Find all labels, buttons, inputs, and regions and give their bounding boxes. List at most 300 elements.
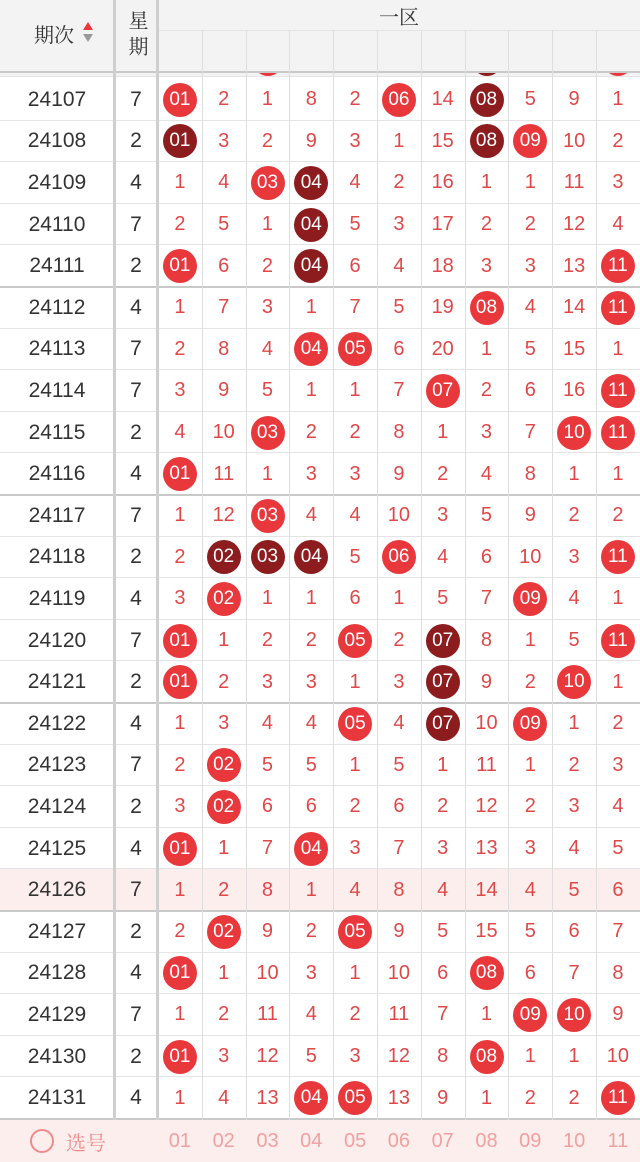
miss-count: 5 xyxy=(305,753,317,776)
weekday-value: 2 xyxy=(130,794,142,818)
miss-count: 14 xyxy=(562,296,586,319)
row-divider xyxy=(0,452,640,453)
miss-count: 15 xyxy=(431,129,454,152)
miss-count: 2 xyxy=(261,254,274,277)
miss-count: 2 xyxy=(218,670,230,693)
weekday-value: 2 xyxy=(130,545,142,569)
miss-count: 10 xyxy=(562,129,586,152)
miss-count: 1 xyxy=(480,1003,493,1026)
miss-count: 3 xyxy=(174,379,186,402)
hit-ball: 11 xyxy=(601,416,635,450)
miss-count: 1 xyxy=(174,296,186,319)
miss-count: 1 xyxy=(437,421,449,444)
miss-count: 6 xyxy=(349,254,361,277)
miss-count: 2 xyxy=(568,504,580,527)
miss-count: 2 xyxy=(393,171,405,194)
hit-ball: 03 xyxy=(251,166,285,200)
period-number: 24109 xyxy=(27,170,87,194)
miss-count: 11 xyxy=(563,171,585,194)
miss-count: 20 xyxy=(431,337,454,360)
miss-count: 7 xyxy=(524,421,536,444)
hit-ball: 04 xyxy=(294,832,328,866)
row-divider xyxy=(0,744,640,745)
miss-count: 5 xyxy=(437,587,449,610)
miss-count: 1 xyxy=(305,587,317,610)
miss-count: 2 xyxy=(393,629,405,652)
miss-count: 1 xyxy=(524,171,536,194)
miss-count: 2 xyxy=(612,712,624,735)
miss-count: 3 xyxy=(524,254,536,277)
miss-count: 3 xyxy=(612,753,624,776)
miss-count: 2 xyxy=(437,795,449,818)
miss-count: 7 xyxy=(218,296,230,319)
repeat-hit-ball: 04 xyxy=(294,249,328,283)
period-column-divider xyxy=(113,0,116,1120)
period-number: 24116 xyxy=(28,462,86,486)
miss-count: 2 xyxy=(612,504,624,527)
weekday-value: 2 xyxy=(130,420,142,444)
repeat-hit-ball: 02 xyxy=(207,540,241,574)
row-divider xyxy=(0,161,640,162)
group-divider xyxy=(0,494,640,496)
miss-count: 9 xyxy=(524,504,536,527)
miss-count: 11 xyxy=(257,1003,278,1026)
hit-ball: 02 xyxy=(207,790,241,824)
row-divider xyxy=(0,619,640,620)
miss-count: 1 xyxy=(393,129,405,152)
period-number: 24129 xyxy=(27,1002,87,1026)
miss-count: 2 xyxy=(261,129,274,152)
miss-count: 9 xyxy=(305,129,317,152)
hit-ball: 01 xyxy=(163,249,197,283)
select-number-07[interactable]: 07 xyxy=(431,1129,454,1152)
miss-count: 1 xyxy=(568,462,580,485)
miss-count: 1 xyxy=(480,171,493,194)
select-number-06[interactable]: 06 xyxy=(387,1129,411,1152)
miss-count: 19 xyxy=(431,296,454,319)
miss-count: 5 xyxy=(524,337,536,360)
hit-ball: 11 xyxy=(601,540,635,574)
miss-count: 11 xyxy=(213,462,235,485)
miss-count: 14 xyxy=(431,88,454,111)
weekday-value: 4 xyxy=(130,586,142,610)
weekday-value: 2 xyxy=(130,919,142,943)
hit-ball: 04 xyxy=(294,1081,328,1115)
hit-ball: 10 xyxy=(557,665,591,699)
weekday-value: 4 xyxy=(130,462,142,486)
miss-count: 1 xyxy=(393,587,405,610)
weekday-value: 7 xyxy=(130,87,142,111)
row-divider xyxy=(0,120,640,121)
select-number-01[interactable]: 01 xyxy=(168,1129,192,1152)
period-number: 24121 xyxy=(27,670,87,694)
period-number: 24119 xyxy=(28,586,86,610)
miss-count: 1 xyxy=(612,337,624,360)
radio-circle-icon xyxy=(30,1129,54,1153)
row-divider xyxy=(0,952,640,953)
miss-count: 9 xyxy=(393,462,405,485)
repeat-hit-ball: 07 xyxy=(426,707,460,741)
hit-ball: 10 xyxy=(557,416,591,450)
repeat-hit-ball: 03 xyxy=(251,540,285,574)
group-divider xyxy=(0,71,640,73)
column-divider xyxy=(202,30,203,1120)
zone-divider xyxy=(158,30,640,31)
miss-count: 16 xyxy=(431,171,454,194)
weekday-value: 7 xyxy=(130,1002,142,1026)
miss-count: 14 xyxy=(475,878,498,901)
miss-count: 2 xyxy=(568,753,580,776)
miss-count: 5 xyxy=(524,88,536,111)
period-number: 24118 xyxy=(28,545,86,569)
group-divider xyxy=(0,702,640,704)
select-number-05[interactable]: 05 xyxy=(343,1129,367,1152)
miss-count: 1 xyxy=(174,1086,186,1109)
miss-count: 4 xyxy=(480,462,493,485)
miss-count: 2 xyxy=(524,213,536,236)
miss-count: 9 xyxy=(437,1086,449,1109)
miss-count: 4 xyxy=(568,587,580,610)
miss-count: 5 xyxy=(568,629,580,652)
weekday-value: 4 xyxy=(130,295,142,319)
row-divider xyxy=(0,827,640,828)
miss-count: 10 xyxy=(256,961,279,984)
miss-count: 15 xyxy=(475,920,498,943)
miss-count: 4 xyxy=(218,171,230,194)
weekday-value: 4 xyxy=(130,1086,142,1110)
miss-count: 6 xyxy=(305,795,317,818)
miss-count: 2 xyxy=(480,379,493,402)
miss-count: 15 xyxy=(562,337,586,360)
period-number: 24111 xyxy=(29,254,85,278)
miss-count: 13 xyxy=(562,254,586,277)
weekday-value: 4 xyxy=(130,711,142,735)
hit-ball: 01 xyxy=(163,665,197,699)
miss-count: 4 xyxy=(612,795,624,818)
period-number: 24131 xyxy=(27,1086,87,1110)
hit-ball: 05 xyxy=(338,915,372,949)
miss-count: 2 xyxy=(305,920,317,943)
miss-count: 5 xyxy=(524,920,536,943)
hit-ball: 05 xyxy=(338,332,372,366)
hit-ball: 08 xyxy=(470,1040,504,1074)
miss-count: 10 xyxy=(387,504,411,527)
miss-count: 4 xyxy=(261,337,274,360)
period-number: 24126 xyxy=(27,878,87,902)
miss-count: 8 xyxy=(480,629,493,652)
miss-count: 5 xyxy=(349,545,361,568)
miss-count: 1 xyxy=(349,961,361,984)
miss-count: 1 xyxy=(305,296,317,319)
weekday-header xyxy=(114,0,158,72)
period-number: 24110 xyxy=(28,212,86,236)
miss-count: 5 xyxy=(261,379,274,402)
miss-count: 3 xyxy=(349,129,361,152)
miss-count: 8 xyxy=(437,1045,449,1068)
select-number-08[interactable]: 08 xyxy=(475,1129,498,1152)
miss-count: 5 xyxy=(218,213,230,236)
hit-ball: 11 xyxy=(601,291,635,325)
weekday-value: 7 xyxy=(130,628,142,652)
miss-count: 17 xyxy=(431,213,454,236)
hit-ball: 04 xyxy=(294,332,328,366)
miss-count: 6 xyxy=(524,379,536,402)
row-divider xyxy=(0,369,640,370)
miss-count: 13 xyxy=(256,1086,279,1109)
miss-count: 7 xyxy=(568,961,580,984)
miss-count: 1 xyxy=(524,629,536,652)
hit-ball: 01 xyxy=(163,1040,197,1074)
miss-count: 4 xyxy=(305,504,317,527)
miss-count: 3 xyxy=(480,421,493,444)
sort-icon xyxy=(82,21,94,43)
hit-ball: 03 xyxy=(251,416,285,450)
select-number-09[interactable]: 09 xyxy=(519,1129,542,1152)
period-number: 24113 xyxy=(28,337,86,361)
miss-count: 3 xyxy=(349,462,361,485)
row-divider xyxy=(0,868,640,869)
hit-ball: 01 xyxy=(163,832,197,866)
miss-count: 5 xyxy=(612,837,624,860)
miss-count: 2 xyxy=(305,421,317,444)
miss-count: 2 xyxy=(480,213,493,236)
hit-ball: 02 xyxy=(207,915,241,949)
miss-count: 3 xyxy=(568,795,580,818)
hit-ball: 11 xyxy=(601,374,635,408)
miss-count: 5 xyxy=(393,296,405,319)
hit-ball: 01 xyxy=(163,457,197,491)
column-divider xyxy=(421,30,422,1120)
repeat-hit-ball: 04 xyxy=(294,208,328,242)
miss-count: 3 xyxy=(174,795,186,818)
miss-count: 1 xyxy=(305,878,317,901)
miss-count: 1 xyxy=(612,587,624,610)
repeat-hit-ball: 04 xyxy=(294,166,328,200)
miss-count: 2 xyxy=(437,462,449,485)
row-divider xyxy=(0,1035,640,1036)
miss-count: 4 xyxy=(568,837,580,860)
miss-count: 3 xyxy=(437,504,449,527)
miss-count: 3 xyxy=(218,129,230,152)
miss-count: 2 xyxy=(261,629,274,652)
miss-count: 2 xyxy=(174,753,186,776)
miss-count: 1 xyxy=(261,213,274,236)
sort-by-period-button[interactable] xyxy=(0,0,114,66)
column-divider xyxy=(289,30,290,1120)
miss-count: 12 xyxy=(212,504,235,527)
miss-count: 1 xyxy=(612,462,624,485)
miss-count: 1 xyxy=(218,837,230,860)
miss-count: 4 xyxy=(437,545,449,568)
miss-count: 1 xyxy=(524,1045,536,1068)
hit-ball: 02 xyxy=(207,582,241,616)
hit-ball: 06 xyxy=(382,540,416,574)
miss-count: 4 xyxy=(261,712,274,735)
column-divider xyxy=(508,30,509,1120)
miss-count: 5 xyxy=(261,753,274,776)
miss-count: 7 xyxy=(261,837,274,860)
miss-count: 1 xyxy=(568,712,580,735)
miss-count: 1 xyxy=(174,878,186,901)
miss-count: 3 xyxy=(524,837,536,860)
miss-count: 6 xyxy=(393,795,405,818)
select-number-10[interactable]: 10 xyxy=(562,1129,586,1152)
hit-ball: 05 xyxy=(338,707,372,741)
miss-count: 2 xyxy=(349,88,361,111)
miss-count: 13 xyxy=(475,837,498,860)
group-divider xyxy=(0,286,640,288)
miss-count: 4 xyxy=(349,504,361,527)
miss-count: 3 xyxy=(261,670,274,693)
row-divider xyxy=(0,1076,640,1077)
hit-ball: 10 xyxy=(557,998,591,1032)
period-number: 24125 xyxy=(27,836,87,860)
miss-count: 2 xyxy=(524,670,536,693)
miss-count: 7 xyxy=(393,379,405,402)
weekday-value: 7 xyxy=(130,878,142,902)
period-header-label: 期次 xyxy=(34,24,74,47)
hit-ball: 09 xyxy=(513,124,547,158)
weekday-value: 7 xyxy=(130,503,142,527)
miss-count: 2 xyxy=(524,795,536,818)
miss-count: 2 xyxy=(218,88,230,111)
repeat-hit-ball: 08 xyxy=(470,124,504,158)
miss-count: 8 xyxy=(218,337,230,360)
repeat-hit-ball: 07 xyxy=(426,624,460,658)
miss-count: 7 xyxy=(393,837,405,860)
repeat-hit-ball: 01 xyxy=(163,124,197,158)
hit-ball: 11 xyxy=(601,624,635,658)
miss-count: 9 xyxy=(568,88,580,111)
miss-count: 10 xyxy=(519,545,542,568)
repeat-hit-ball: 07 xyxy=(426,665,460,699)
miss-count: 2 xyxy=(218,1003,230,1026)
miss-count: 3 xyxy=(393,213,405,236)
weekday-value: 2 xyxy=(130,670,142,694)
select-number-11[interactable]: 11 xyxy=(607,1129,629,1152)
period-number: 24127 xyxy=(27,919,87,943)
miss-count: 8 xyxy=(305,88,317,111)
row-divider xyxy=(0,203,640,204)
hit-ball: 08 xyxy=(470,291,504,325)
period-number: 24130 xyxy=(27,1044,87,1068)
row-divider xyxy=(0,411,640,412)
miss-count: 2 xyxy=(349,795,361,818)
miss-count: 9 xyxy=(218,379,230,402)
hit-ball: 01 xyxy=(163,624,197,658)
miss-count: 4 xyxy=(524,296,536,319)
miss-count: 1 xyxy=(568,1045,580,1068)
miss-count: 5 xyxy=(393,753,405,776)
miss-count: 1 xyxy=(261,587,274,610)
weekday-column-divider xyxy=(156,0,159,1120)
weekday-value: 2 xyxy=(130,129,142,153)
row-divider xyxy=(0,577,640,578)
miss-count: 2 xyxy=(174,213,186,236)
weekday-value: 7 xyxy=(130,753,142,777)
repeat-hit-ball: 04 xyxy=(294,540,328,574)
miss-count: 1 xyxy=(218,961,230,984)
miss-count: 2 xyxy=(612,129,624,152)
miss-count: 9 xyxy=(261,920,274,943)
miss-count: 4 xyxy=(524,878,536,901)
weekday-value: 2 xyxy=(130,254,142,278)
miss-count: 4 xyxy=(612,213,624,236)
row-divider xyxy=(0,785,640,786)
column-divider xyxy=(465,30,466,1120)
miss-count: 3 xyxy=(218,712,230,735)
select-number-02[interactable]: 02 xyxy=(212,1129,235,1152)
repeat-hit-ball: 08 xyxy=(470,83,504,117)
miss-count: 6 xyxy=(524,961,536,984)
period-number: 24122 xyxy=(27,711,87,735)
miss-count: 1 xyxy=(612,88,624,111)
period-number: 24107 xyxy=(27,87,87,111)
miss-count: 1 xyxy=(174,1003,186,1026)
period-number: 24128 xyxy=(27,961,87,985)
miss-count: 10 xyxy=(606,1045,630,1068)
header-divider xyxy=(0,76,640,77)
miss-count: 16 xyxy=(562,379,586,402)
miss-count: 3 xyxy=(568,545,580,568)
hit-ball: 01 xyxy=(163,83,197,117)
miss-count: 3 xyxy=(305,670,317,693)
miss-count: 1 xyxy=(480,337,493,360)
miss-count: 4 xyxy=(305,712,317,735)
column-divider xyxy=(552,30,553,1120)
miss-count: 2 xyxy=(218,878,230,901)
miss-count: 8 xyxy=(261,878,274,901)
miss-count: 9 xyxy=(393,920,405,943)
miss-count: 11 xyxy=(476,753,497,776)
miss-count: 4 xyxy=(305,1003,317,1026)
miss-count: 4 xyxy=(349,878,361,901)
miss-count: 1 xyxy=(174,171,186,194)
miss-count: 12 xyxy=(387,1045,411,1068)
miss-count: 6 xyxy=(480,545,493,568)
weekday-value: 7 xyxy=(130,212,142,236)
miss-count: 1 xyxy=(261,88,274,111)
select-number-03[interactable]: 03 xyxy=(256,1129,279,1152)
row-divider xyxy=(0,660,640,661)
weekday-header-label: 星期 xyxy=(125,10,147,62)
miss-count: 8 xyxy=(393,421,405,444)
header-overlay xyxy=(158,30,640,72)
select-number-label: 选号 xyxy=(66,1132,106,1155)
miss-count: 3 xyxy=(612,171,624,194)
miss-count: 3 xyxy=(174,587,186,610)
miss-count: 3 xyxy=(349,837,361,860)
hit-ball: 09 xyxy=(513,998,547,1032)
miss-count: 11 xyxy=(388,1003,410,1026)
column-divider xyxy=(377,30,378,1120)
hit-ball: 02 xyxy=(207,748,241,782)
miss-count: 1 xyxy=(349,753,361,776)
miss-count: 2 xyxy=(568,1086,580,1109)
hit-ball: 08 xyxy=(470,956,504,990)
miss-count: 5 xyxy=(568,878,580,901)
miss-count: 2 xyxy=(305,629,317,652)
select-number-toggle[interactable] xyxy=(30,1120,130,1162)
miss-count: 2 xyxy=(349,421,361,444)
weekday-value: 4 xyxy=(130,961,142,985)
select-number-04[interactable]: 04 xyxy=(300,1129,323,1152)
miss-count: 12 xyxy=(475,795,498,818)
column-divider xyxy=(333,30,334,1120)
miss-count: 6 xyxy=(393,337,405,360)
miss-count: 2 xyxy=(174,337,186,360)
row-divider xyxy=(0,536,640,537)
